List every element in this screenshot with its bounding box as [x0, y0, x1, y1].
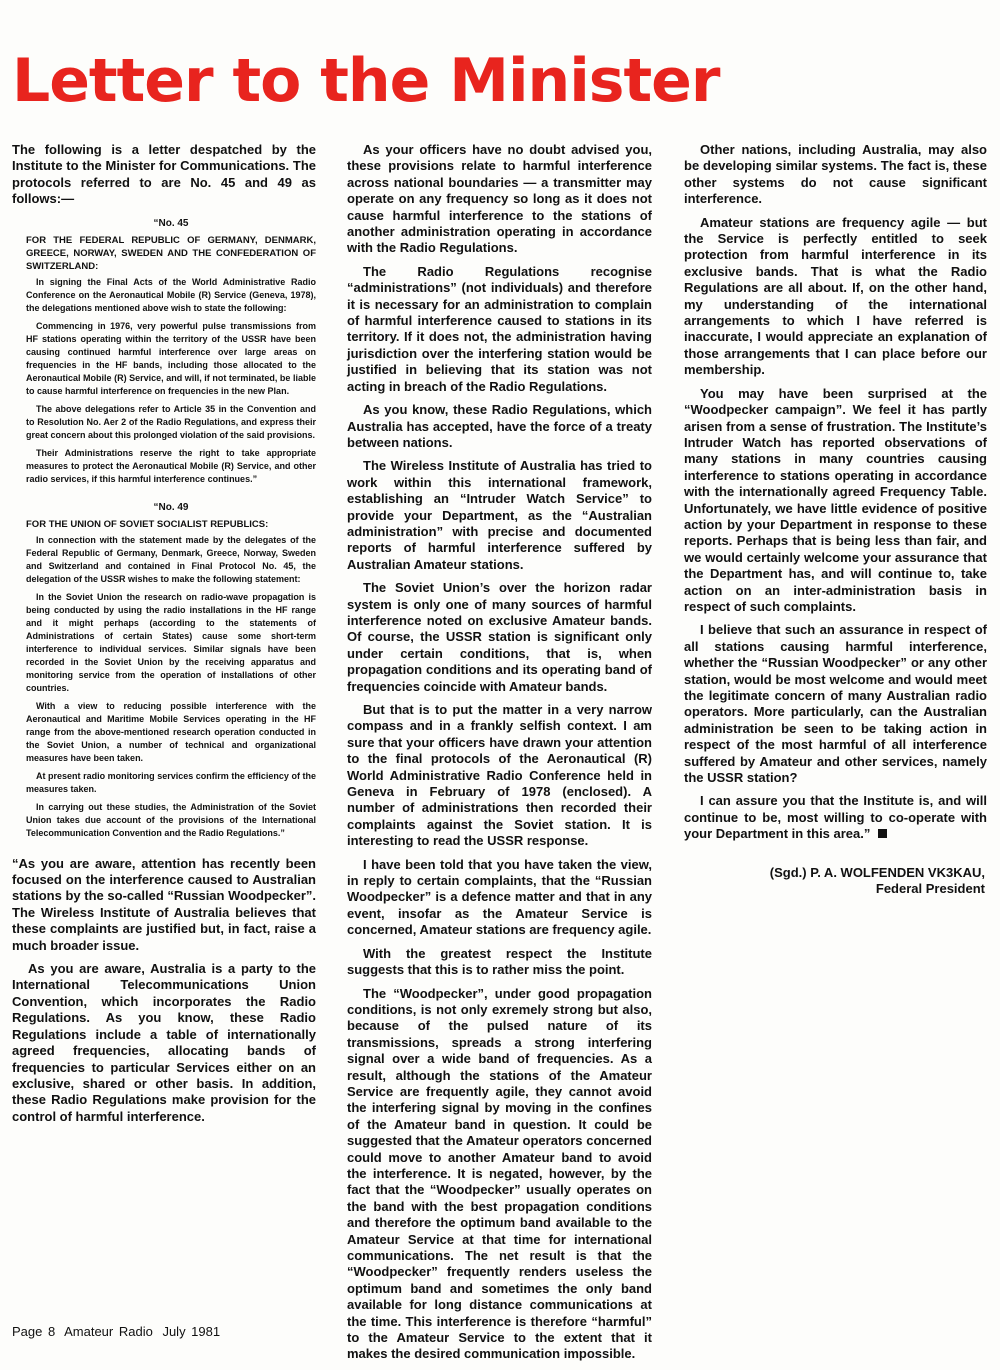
protocol-45-heading: FOR THE FEDERAL REPUBLIC OF GERMANY, DENMARK, GREECE, NORWAY, SWEDEN AND THE CONFEDERATION OF SWITZERLAND: [26, 234, 316, 272]
letter-paragraph: The Radio Regulations recognise “administrations” (not individuals) and therefore it is necessary for an administration to complain of harmful interference caused to stations in its territory. If it does not, the administration having jurisdiction over the interfering station would be justified in believing that its station was not acting in breach of the Radio Regulations. [347, 263, 652, 394]
column-3 [684, 142, 987, 898]
protocol-45-paragraph: In signing the Final Acts of the World Administrative Radio Conference on the Aeronautical Mobile (R) Service (Geneva, 1978), the delegations mentioned above wish to state the following: [26, 276, 316, 313]
letter-paragraph: You may have been surprised at the “Woodpecker campaign”. We feel it has partly arisen from a sense of frustration. The Institute’s Intruder Watch has reported observations of many stations in many countries causing interference to stations operating in accordance with the internationally agreed Frequency Table. Unfortunately, we have little evidence of positive action by your Department in response to these reports. Perhaps that is being less than fair, and we would certainly welcome your assurance that the Department has, and will continue to, take action on an inter-administration basis in respect of such complaints. [684, 385, 987, 614]
closing-paragraph [684, 793, 987, 842]
letter-paragraph: The “Woodpecker”, under good propagation conditions, is not only exremely strong but also, because of the pulsed nature of its transmissions, spreads a strong interfering signal over a wide band of frequencies. As a result, although the stations of the Amateur Service are frequently agile, they cannot avoid the interfering signal by moving in the confines of the Amateur band in question. It could be suggested that the Amateur operators concerned could move to another Amateur band to avoid the interference. It is negated, however, by the fact that the “Woodpecker” usually operates on the band with the best propagation conditions and therefore the optimum band available to the Amateur Service at that time for international communications. The net result is that the “Woodpecker” frequently renders useless the optimum band and sometimes the only band available for long distance communications at the time. This interference is therefore “harmful” to the Amateur Service to the extent that it makes the desired communication impossible. [347, 985, 652, 1362]
protocol-49-paragraph: In carrying out these studies, the Administration of the Soviet Union takes due account of the provisions of the International Telecommunication Convention and the Radio Regulations.” [26, 801, 316, 838]
letter-paragraph: The Wireless Institute of Australia has tried to work within this international framework, establishing an “Intruder Watch Service” to provide your Department, as the “Australian administration” with precise and documented reports of harmful interference suffered by Australian Amateur stations. [347, 458, 652, 572]
protocol-45 [26, 218, 316, 486]
protocol-49-paragraph: At present radio monitoring services confirm the efficiency of the measures taken. [26, 770, 316, 794]
protocol-45-paragraph: The above delegations refer to Article 35 in the Convention and to Resolution No. Aer 2 of the Radio Regulations, and express their great concern about this prolonged violation of the said provisions. [26, 403, 316, 440]
protocol-49 [26, 502, 316, 840]
letter-paragraph: “As you are aware, attention has recently been focused on the interference caused to Australian stations by the so-called “Russian Woodpecker”. The Wireless Institute of Australia believes that these complaints are justified but, in fact, raise a much broader issue. [12, 855, 316, 953]
letter-paragraph: But that is to put the matter in a very narrow compass and in a frankly selfish context. I am sure that your officers have drawn your attention to the final protocols of the Aeronautical (R) World Administrative Radio Conference held in Geneva in February of 1978 (enclosed). A number of administrations then recorded their complaints against the Soviet station. It is interesting to read the USSR response. [347, 702, 652, 849]
letter-paragraph: Other nations, including Australia, may also be developing similar systems. The fact is, these other systems do not cause significant interference. [684, 142, 987, 207]
intro-paragraph: The following is a letter despatched by the Institute to the Minister for Communications. The protocols referred to are No. 45 and 49 as follows:— [12, 142, 316, 207]
protocol-49-paragraph: With a view to reducing possible interference with the Aeronautical and Maritime Mobile Services operating in the HF range from the above-mentioned research operation conducted in the Soviet Union, a number of technical and organizational measures have been taken. [26, 700, 316, 763]
protocol-45-paragraph: Commencing in 1976, very powerful pulse transmissions from HF stations operating within the territory of the USSR have been causing continued harmful interference over large areas on frequencies in the HF bands, including those allocated to the Aeronautical Mobile (R) Service, and will, if not terminated, be liable to cause harmful interference on frequencies in the new Plan. [26, 320, 316, 396]
signature-block [684, 865, 987, 898]
signature-title: Federal President [875, 881, 985, 897]
protocol-49-paragraph: In connection with the statement made by the delegates of the Federal Republic of Germany, Denmark, Greece, Norway, Sweden and Switzerland and contained in Final Protocol No. 45, the delegation of the USSR wishes to make the following statement: [26, 534, 316, 584]
footer-date: July 1981 [162, 1324, 221, 1339]
protocol-45-paragraph: Their Administrations reserve the right to take appropriate measures to protect the Aeronautical Mobile (R) Service, and other radio services, if this harmful interference continues.” [26, 447, 316, 484]
protocol-45-number: “No. 45 [153, 217, 189, 229]
end-mark-icon [878, 829, 887, 838]
protocol-49-paragraph: In the Soviet Union the research on radio-wave propagation is being conducted by using the radio installations in the HF range and it might perhaps (according to the statements of Administrations of certain States) cause some short-term interference to individual services. Similar signals have been recorded in the Soviet Union by the receiving apparatus and monitoring service from the operation of installations of other countries. [26, 591, 316, 693]
letter-paragraph: Amateur stations are frequency agile — but the Service is perfectly entitled to seek protection from harmful interference in its exclusive bands. That is what the Radio Regulations are all about. If, on the other hand, my understanding of the international arrangements to which I have referred is inaccurate, I would appreciate an explanation of those arrangements that I can place before our membership. [684, 214, 987, 378]
footer-magazine-name: Amateur Radio [64, 1324, 153, 1339]
protocol-49-heading: FOR THE UNION OF SOVIET SOCIALIST REPUBLICS: [26, 518, 269, 530]
letter-paragraph: As you are aware, Australia is a party to the International Telecommunications Union Convention, which incorporates the Radio Regulations. As you know, these Radio Regulations include a table of internationally agreed frequencies, allocating bands of frequencies to particular Services either on an exclusive, shared or other basis. In addition, these Radio Regulations make provision for the control of harmful interference. [12, 961, 316, 1124]
page-footer [12, 1324, 224, 1339]
letter-paragraph: As you know, these Radio Regulations, which Australia has accepted, have the force of a treaty between nations. [347, 402, 652, 450]
letter-paragraph: As your officers have no doubt advised you, these provisions relate to harmful interference across national boundaries — a transmitter may operate on any frequency so long as it does not cause harmful interference to the stations of another administration operating in accordance with the Radio Regulations. [347, 142, 652, 256]
letter-paragraph: I have been told that you have taken the view, in reply to certain complaints, that the “Russian Woodpecker” is a defence matter and that in any event, insofar as the Amateur Service is concerned, Amateur stations are frequency agile. [347, 856, 652, 938]
page-title: Letter to the Minister [12, 46, 720, 116]
column-2 [347, 142, 652, 1370]
signature-name: (Sgd.) P. A. WOLFENDEN VK3KAU, [769, 864, 985, 880]
letter-paragraph: The Soviet Union’s over the horizon radar system is only one of many sources of harmful interference noted on exclusive Amateur bands. Of course, the USSR station is significant only under certain conditions, that is, when propagation conditions and its operating band of frequencies coincide with Amateur bands. [347, 580, 652, 694]
footer-page-number: Page 8 [12, 1324, 56, 1339]
protocol-49-number: “No. 49 [153, 501, 189, 513]
column-1 [12, 142, 316, 1132]
letter-paragraph: With the greatest respect the Institute suggests that this is to rather miss the point. [347, 945, 652, 978]
closing-text: I can assure you that the Institute is, and will continue to be, most willing to co-operate with your Department in this area.” [684, 793, 987, 842]
letter-paragraph: I believe that such an assurance in respect of all stations causing harmful interference, whether the “Russian Woodpecker” or any other station, would be most welcome and would meet the legitimate concern of many Australian radio operators. More particularly, can the Australian administration be seen to be taking action in respect of the most harmful of all interference suffered by Amateur and other services, namely the USSR station? [684, 622, 987, 786]
